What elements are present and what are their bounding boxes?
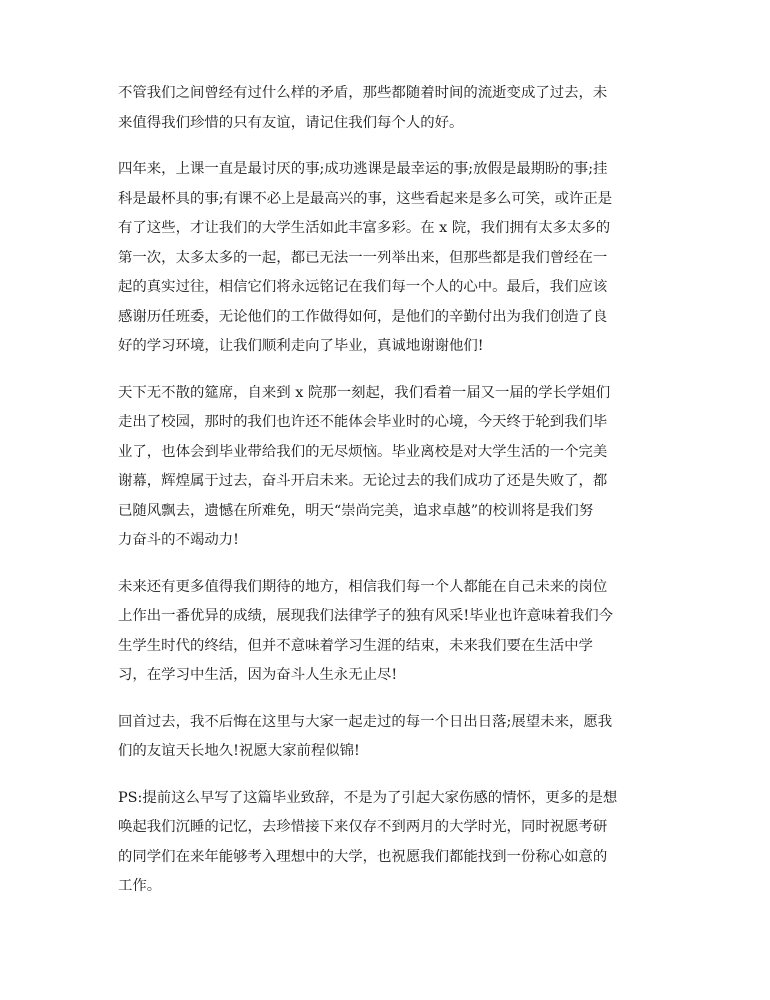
text-line: 习，在学习中生活，因为奋斗人生永无止尽!	[118, 667, 398, 683]
document-body	[118, 79, 658, 919]
text-line: 未来还有更多值得我们期待的地方，相信我们每一个人都能在自己未来的岗位	[118, 578, 608, 595]
text-line: 上作出一番优异的成绩，展现我们法律学子的独有风采!毕业也许意味着我们今	[118, 608, 614, 624]
paragraph-6	[118, 784, 658, 902]
paragraph-2	[118, 155, 658, 362]
text-line: 四年来，上课一直是最讨厌的事;成功逃课是最幸运的事;放假是最期盼的事;挂	[118, 161, 608, 177]
text-line: 走出了校园，那时的我们也许还不能体会毕业时的心境，今天终于轮到我们毕	[118, 414, 608, 430]
text-line: 力奋斗的不竭动力!	[118, 532, 239, 548]
text-line: 生学生时代的终结，但并不意味着学习生涯的结束，未来我们要在生活中学	[118, 637, 593, 654]
text-line: 的同学们在来年能够考入理想中的大学，也祝愿我们都能找到一份称心如意的	[118, 848, 608, 865]
text-line: 起的真实过往，相信它们将永远铭记在我们每一个人的心中。最后，我们应该	[118, 279, 608, 295]
text-line: PS:提前这么早写了这篇毕业致辞，不是为了引起大家伤感的情怀，更多的是想	[118, 789, 618, 806]
text-line: 谢幕，辉煌属于过去，奋斗开启未来。无论过去的我们成功了还是失败了，都	[118, 473, 608, 489]
text-line: 回首过去，我不后悔在这里与大家一起走过的每一个日出日落;展望未来，愿我	[118, 713, 613, 730]
text-line: 不管我们之间曾经有过什么样的矛盾，那些都随着时间的流逝变成了过去，未	[118, 85, 608, 101]
text-line: 好的学习环境，让我们顺利走向了毕业，真诚地谢谢他们!	[118, 338, 484, 354]
text-line: 来值得我们珍惜的只有友谊，请记住我们每个人的好。	[118, 114, 464, 131]
paragraph-5	[118, 708, 658, 767]
text-line: 科是最杯具的事;有课不必上是最高兴的事，这些看起来是多么可笑，或许正是	[118, 190, 613, 207]
paragraph-4	[118, 573, 658, 691]
text-line: 有了这些，才让我们的大学生活如此丰富多彩。在 x 院，我们拥有太多太多的	[118, 220, 611, 236]
text-line: 唤起我们沉睡的记忆，去珍惜接下来仅存不到两月的大学时光，同时祝愿考研	[118, 819, 608, 835]
text-line: 第一次，太多太多的一起，都已无法一一列举出来，但那些都是我们曾经在一	[118, 249, 608, 266]
text-line: 业了，也体会到毕业带给我们的无尽烦恼。毕业离校是对大学生活的一个完美	[118, 443, 608, 460]
text-line: 天下无不散的筵席，自来到 x 院那一刻起，我们看着一届又一届的学长学姐们	[118, 384, 611, 401]
text-line: 感谢历任班委，无论他们的工作做得如何，是他们的辛勤付出为我们创造了良	[118, 308, 608, 325]
text-line: 工作。	[118, 878, 162, 894]
text-line: 已随风飘去，遗憾在所难免，明天“崇尚完美，追求卓越”的校训将是我们努	[118, 502, 594, 519]
paragraph-1	[118, 79, 658, 138]
text-line: 们的友谊天长地久!祝愿大家前程似锦!	[118, 743, 360, 759]
paragraph-3	[118, 379, 658, 556]
